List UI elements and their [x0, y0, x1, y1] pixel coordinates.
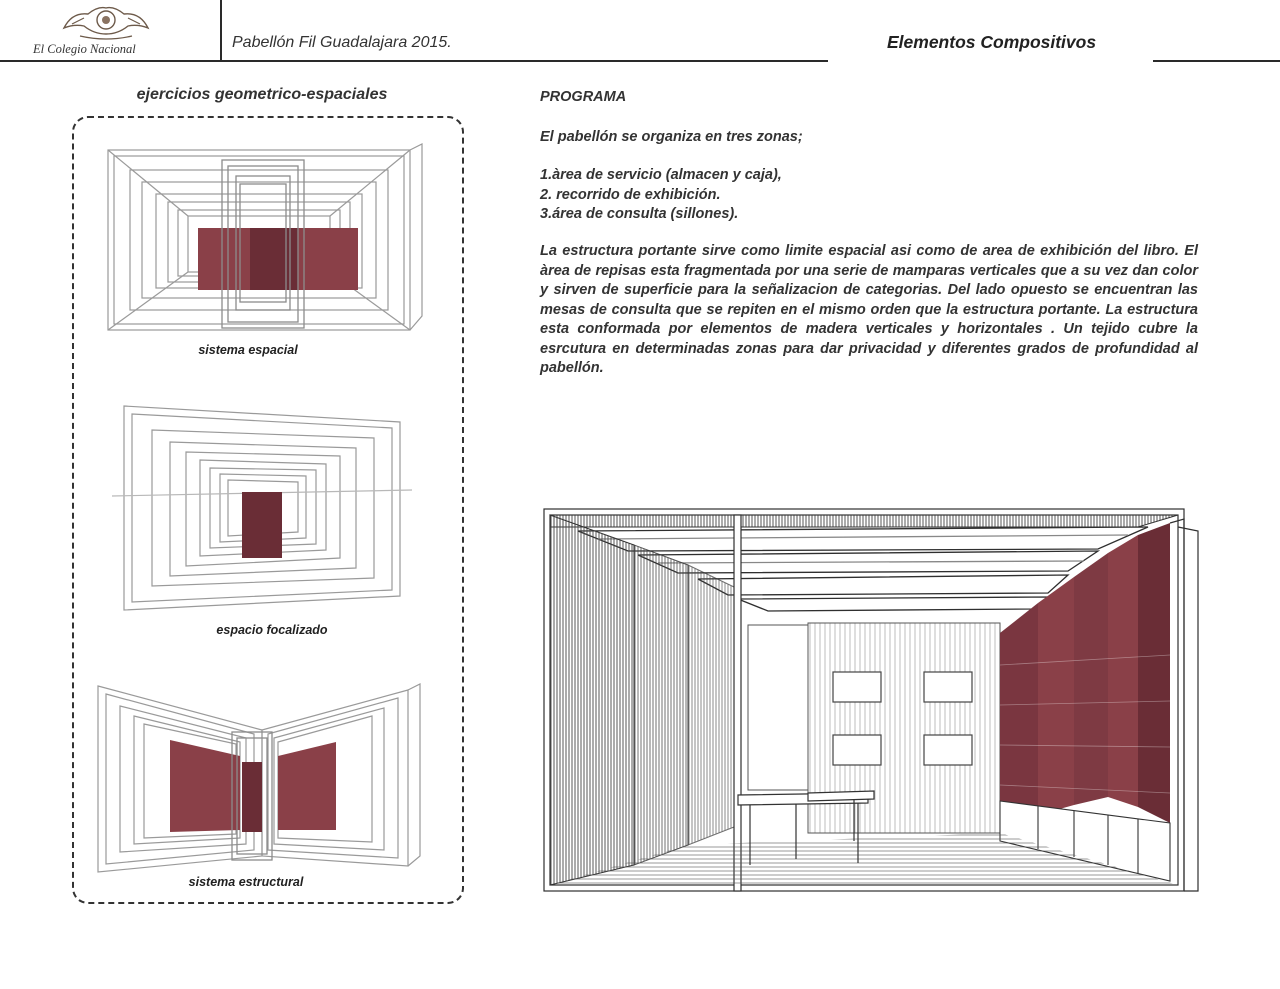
program-intro: El pabellón se organiza en tres zonas; — [540, 129, 803, 145]
program-title: PROGRAMA — [540, 89, 627, 105]
section-title: Elementos Compositivos — [887, 32, 1097, 52]
institution-name: El Colegio Nacional — [33, 42, 136, 56]
caption-espacio-focalizado: espacio focalizado — [216, 623, 328, 637]
zones-list — [540, 166, 782, 225]
zone-item: 2. recorrido de exhibición. — [540, 186, 721, 203]
header-divider — [220, 0, 222, 62]
program-description: La estructura portante sirve como limite espacial asi como de area de exhibición del libro. El àrea de repisas esta fragmentada por una serie de mamparas verticales que a su vez dan color y sirven de superficie para la señalizacion de categorias. Del lado opuesto se encuentran las mesas de consulta que se repiten en el mismo orden que la estructura portante. La estructura esta conformada por elementos de madera verticales y horizontales . Un tejido cubre la esrcutura en determinadas zonas para dar privacidad y diferentes grados de profundidad al pabellón. — [540, 243, 1198, 376]
page-title: Pabellón Fil Guadalajara 2015. — [232, 34, 452, 51]
header-rule-left — [0, 60, 828, 62]
sistema-espacial-diagram — [100, 140, 430, 340]
header-rule-right — [1153, 60, 1280, 62]
zone-item: 1.àrea de servicio (almacen y caja), — [540, 167, 782, 183]
espacio-focalizado-diagram — [112, 400, 412, 618]
sistema-estructural-diagram — [92, 680, 424, 876]
caption-sistema-estructural: sistema estructural — [188, 875, 304, 889]
logo — [0, 0, 220, 62]
pavilion-perspective-render — [538, 505, 1204, 897]
institution-emblem-icon — [58, 4, 154, 42]
zone-item: 3.área de consulta (sillones). — [540, 206, 739, 222]
exercises-title: ejercicios geometrico-espaciales — [136, 86, 388, 103]
caption-sistema-espacial: sistema espacial — [198, 343, 298, 357]
